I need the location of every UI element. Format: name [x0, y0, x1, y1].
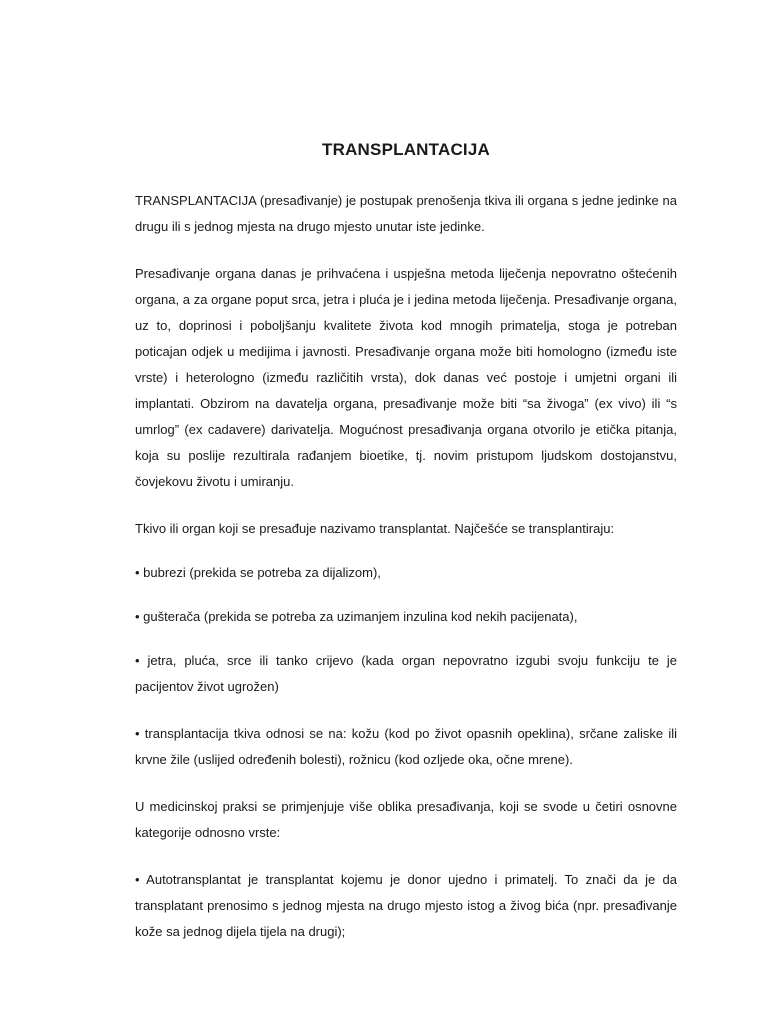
list-item-tissue: • transplantacija tkiva odnosi se na: kožu (kod po život opasnih opeklina), srčane zaliske ili krvne žile (uslijed određenih bolesti), rožnicu (kod ozljede oka, očne mrene).	[135, 726, 677, 767]
paragraph-definition: TRANSPLANTACIJA (presađivanje) je postupak prenošenja tkiva ili organa s jedne jedinke na drugu ili s jednog mjesta na drugo mjesto unutar iste jedinke.	[135, 193, 677, 234]
list-item-liver-lungs-heart: • jetra, pluća, srce ili tanko crijevo (kada organ nepovratno izgubi svoju funkciju te je pacijentov život ugrožen)	[135, 653, 677, 694]
list-item-autotransplant: • Autotransplantat je transplantat kojemu je donor ujedno i primatelj. To znači da je da transplatant prenosimo s jednog mjesta na drugo mjesto istog a živog bića (npr. presađivanje kože sa jednog dijela tijela na drugi);	[135, 872, 677, 939]
document-body	[135, 140, 677, 966]
list-item-kidneys: • bubrezi (prekida se potreba za dijalizom),	[135, 565, 381, 580]
document-title: TRANSPLANTACIJA	[322, 140, 490, 159]
paragraph-categories: U medicinskoj praksi se primjenjuje više oblika presađivanja, koji se svode u četiri osnovne kategorije odnosno vrste:	[135, 799, 677, 840]
list-item-pancreas: • gušterača (prekida se potreba za uzimanjem inzulina kod nekih pacijenata),	[135, 609, 578, 624]
paragraph-organ-transplant: Presađivanje organa danas je prihvaćena i uspješna metoda liječenja nepovratno oštećenih organa, a za organe poput srca, jetra i pluća je i jedina metoda liječenja. Presađivanje organa, uz to, doprinosi i poboljšanju kvalitete života kod mnogih primatelja, stoga je potreban poticajan odjek u medijima i javnosti. Presađivanje organa može biti homologno (između iste vrste) i heterologno (između različitih vrsta), dok danas već postoje i umjetni organi ili implantati. Obzirom na davatelja organa, presađivanje može biti “sa živoga” (ex vivo) ili “s umrlog” (ex cadavere) darivatelja. Mogućnost presađivanja organa otvorilo je etička pitanja, koja su poslije rezultirala rađanjem bioetike, tj. novim pristupom ljudskom dostojanstvu, čovjekovu životu i umiranju.	[135, 266, 677, 489]
paragraph-transplant-intro: Tkivo ili organ koji se presađuje nazivamo transplantat. Najčešće se transplantiraju:	[135, 521, 615, 536]
